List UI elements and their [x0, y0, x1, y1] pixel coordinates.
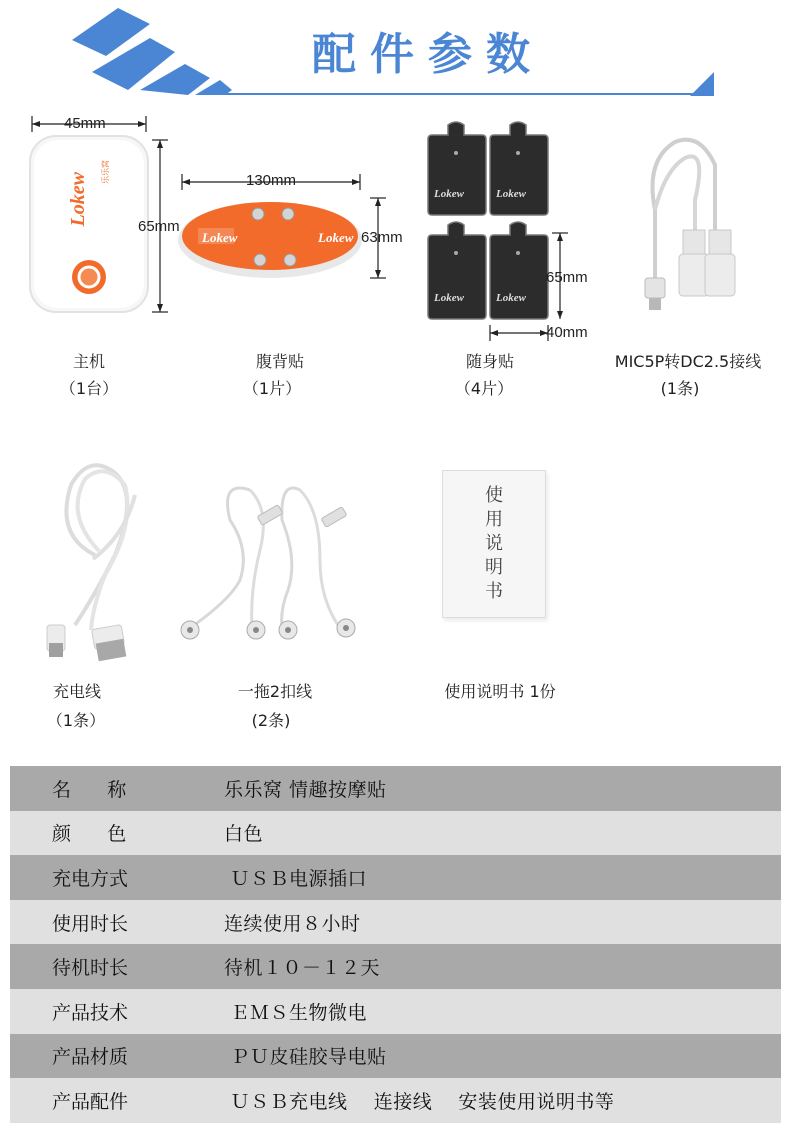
charging-cable-qty: （1条） [46, 711, 106, 730]
spec-label: 名 称 [52, 778, 127, 801]
adapter-cable-name: MIC5P转DC2.5接线 [614, 352, 762, 371]
spec-label: 产品材质 [52, 1046, 129, 1069]
svg-text:Lokew: Lokew [434, 188, 464, 200]
spec-table [10, 766, 781, 1123]
adapter-cable-qty: (1条) [660, 379, 700, 398]
body-pad-4 [490, 222, 548, 319]
header-decoration [0, 0, 240, 100]
host-qty: （1台） [59, 379, 119, 398]
spec-value: ＵＳＢ充电线 连接线 安装使用说明书等 [224, 1090, 615, 1113]
split-cable-image [170, 480, 370, 650]
spec-label: 待机时长 [52, 957, 129, 980]
svg-text:Lokew: Lokew [496, 188, 526, 200]
svg-text:Lokew: Lokew [496, 292, 526, 304]
spec-row-material [10, 1034, 781, 1079]
pad-width-label: 130mm [246, 172, 297, 189]
spec-value: 待机１０－１２天 [224, 957, 381, 980]
spec-row-color [10, 811, 781, 856]
charging-cable-image [35, 455, 155, 665]
body-pad-1 [428, 122, 486, 215]
host-width-label: 45mm [64, 115, 106, 132]
body-pads-image [420, 115, 610, 345]
abdomen-pad-name: 腹背贴 [255, 352, 304, 371]
spec-row-accessories [10, 1078, 781, 1123]
header-corner-deco [688, 70, 718, 100]
spec-value: ＥＭＳ生物微电 [224, 1001, 368, 1024]
spec-label: 产品技术 [52, 1001, 129, 1024]
spec-row-charging [10, 855, 781, 900]
page-header [0, 0, 790, 100]
abdomen-pad-qty: （1片） [242, 379, 302, 398]
spec-label: 产品配件 [52, 1090, 129, 1113]
host-logo: Lokew [67, 172, 89, 227]
spec-value: ＰＵ皮硅胶导电贴 [224, 1046, 387, 1069]
spec-row-standby [10, 944, 781, 989]
body-pad-width-label: 40mm [546, 324, 588, 341]
spec-label: 颜 色 [52, 823, 127, 846]
host-logo-sub: 乐乐窝 [101, 160, 110, 184]
spec-value: ＵＳＢ电源插口 [224, 867, 368, 890]
manual-name: 使用说明书 1份 [444, 682, 556, 701]
charging-cable-name: 充电线 [52, 682, 101, 701]
spec-row-usage-time [10, 900, 781, 945]
pad-logo-left: Lokew [202, 230, 238, 245]
split-cable-name: 一拖2扣线 [237, 682, 313, 701]
spec-label: 使用时长 [52, 912, 129, 935]
host-name: 主机 [72, 352, 105, 371]
spec-row-name [10, 766, 781, 811]
header-divider [220, 93, 710, 95]
spec-label: 充电方式 [52, 867, 129, 890]
host-height-label: 65mm [138, 218, 180, 235]
pad-height-label: 63mm [361, 229, 403, 246]
page-title: 配件参数 [312, 29, 544, 80]
spec-value: 连续使用８小时 [224, 912, 361, 935]
spec-value: 白色 [224, 823, 264, 846]
body-pads-name: 随身贴 [465, 352, 514, 371]
pad-logo-right: Lokew [318, 230, 354, 245]
adapter-cable-image [615, 130, 755, 330]
spec-row-technology [10, 989, 781, 1034]
spec-value: 乐乐窝 情趣按摩贴 [224, 778, 387, 801]
body-pad-2 [490, 122, 548, 215]
split-cable-qty: (2条) [251, 711, 291, 730]
manual-cover-text: 使用说明书 [485, 485, 503, 602]
svg-text:Lokew: Lokew [434, 292, 464, 304]
body-pad-3 [428, 222, 486, 319]
body-pads-qty: （4片） [454, 379, 514, 398]
body-pad-height-label: 65mm [546, 269, 588, 286]
